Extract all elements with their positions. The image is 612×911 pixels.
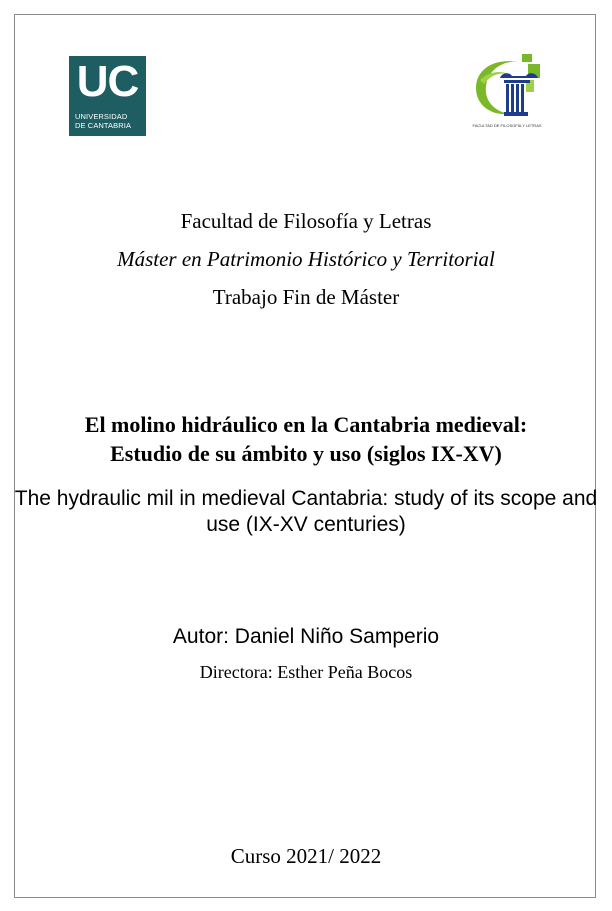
university-logo-line2: DE CANTABRIA [75,121,132,130]
title-english-line1: The hydraulic mil in medieval Cantabria: study of its scope and [14,487,598,510]
university-logo [69,56,146,136]
title-spanish-line1: El molino hidráulico en la Cantabria medieval: [84,412,528,437]
faculty-name: Facultad de Filosofía y Letras [180,209,432,233]
director: Directora: Esther Peña Bocos [199,662,413,682]
university-logo-line1: UNIVERSIDAD [75,112,128,121]
university-logo-letters: UC [76,57,139,106]
faculty-logo [466,50,548,134]
course-year: Curso 2021/ 2022 [230,844,382,868]
master-name: Máster en Patrimonio Histórico y Territorial [117,247,495,271]
faculty-logo-caption: FACULTAD DE FILOSOFÍA Y LETRAS [472,123,542,128]
author: Autor: Daniel Niño Samperio [172,625,440,648]
title-spanish-line2: Estudio de su ámbito y uso (siglos IX-XV) [110,441,502,466]
work-type: Trabajo Fin de Máster [212,285,400,309]
faculty-logo-emblem [466,50,548,122]
title-english-line2: use (IX-XV centuries) [206,513,406,536]
